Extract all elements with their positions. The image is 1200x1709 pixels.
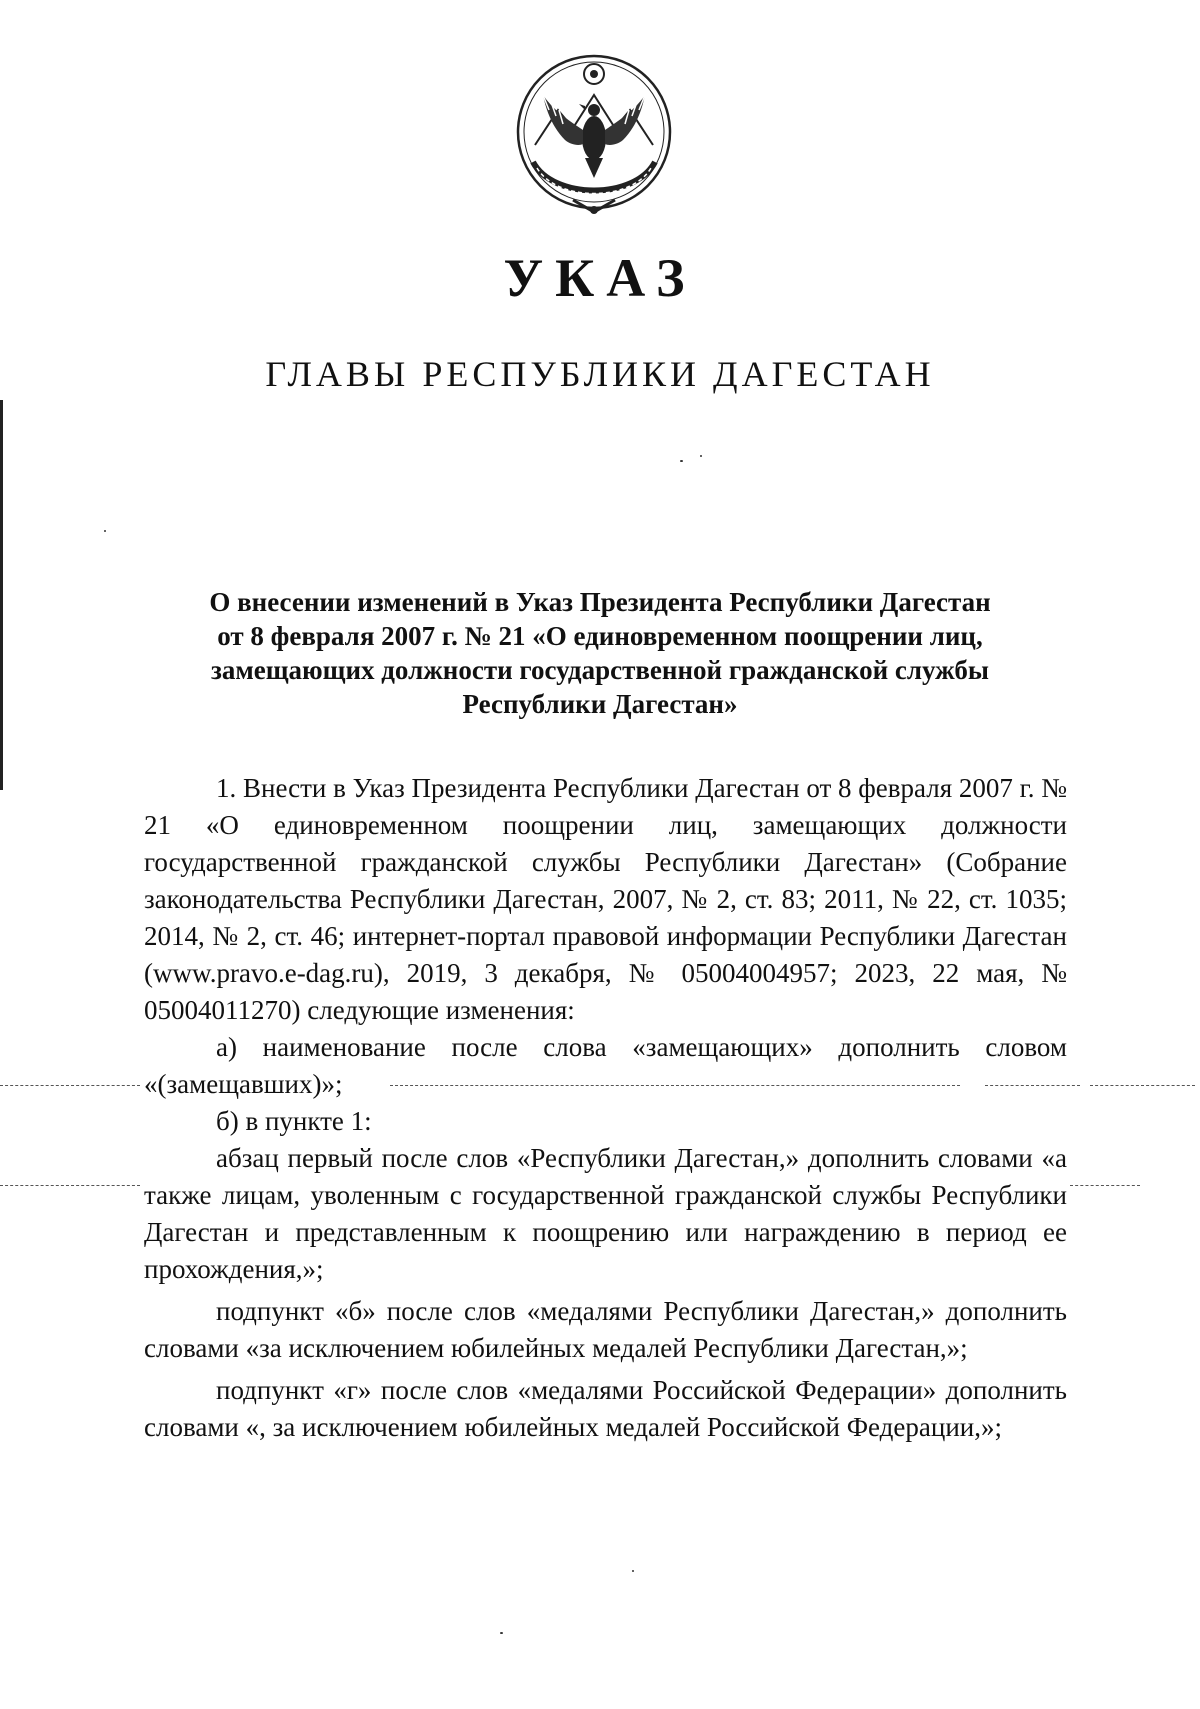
title-line: замещающих должности государственной гражданской службы bbox=[211, 655, 989, 685]
scan-dash-line bbox=[1090, 1085, 1195, 1086]
dagestan-coat-of-arms-icon bbox=[513, 50, 675, 218]
scan-speck bbox=[680, 460, 683, 462]
paragraph-b-abzac: абзац первый после слов «Республики Дагестан,» дополнить словами «а также лицам, уволенным с государственной гражданской службы Республики Дагестан и представленным к поощрению или награждению в период ее прохождения,»; bbox=[144, 1143, 1067, 1284]
paragraph-b: б) в пункте 1: bbox=[216, 1106, 372, 1136]
scan-speck bbox=[500, 1632, 503, 1634]
scan-dash-line bbox=[390, 1085, 960, 1086]
title-line: О внесении изменений в Указ Президента Республики Дагестан bbox=[209, 587, 991, 617]
scan-edge-mark bbox=[0, 400, 3, 790]
title-line: Республики Дагестан» bbox=[462, 689, 738, 719]
scan-dash-line bbox=[0, 1085, 140, 1086]
scan-speck bbox=[104, 530, 106, 532]
scan-speck bbox=[632, 1570, 634, 1572]
issuer-heading: ГЛАВЫ РЕСПУБЛИКИ ДАГЕСТАН bbox=[265, 354, 935, 394]
document-type-heading: УКАЗ bbox=[503, 248, 697, 308]
paragraph-b-subpoint-g: подпункт «г» после слов «медалями Российской Федерации» дополнить словами «, за исключением юбилейных медалей Российской Федерации,»; bbox=[144, 1375, 1067, 1442]
paragraph-a: а) наименование после слова «замещающих» дополнить словом «(замещавших)»; bbox=[144, 1032, 1067, 1099]
document-title bbox=[150, 585, 1050, 721]
paragraph-b-subpoint-b: подпункт «б» после слов «медалями Республики Дагестан,» дополнить словами «за исключением юбилейных медалей Республики Дагестан,»; bbox=[144, 1296, 1067, 1363]
title-line: от 8 февраля 2007 г. № 21 «О единовременном поощрении лиц, bbox=[217, 621, 983, 651]
paragraph-1: 1. Внести в Указ Президента Республики Дагестан от 8 февраля 2007 г. № 21 «О единовременном поощрении лиц, замещающих должности государственной гражданской службы Республики Дагестан» (Собрание законодательства Республики Дагестан, 2007, № 2, ст. 83; 2011, № 22, ст. 1035; 2014, № 2, ст. 46; интернет-портал правовой информации Республики Дагестан (www.pravo.e-dag.ru), 2019, 3 декабря, № 05004004957; 2023, 22 мая, № 05004011270) следующие изменения: bbox=[144, 773, 1067, 1025]
scan-dash-line bbox=[985, 1085, 1080, 1086]
scan-speck bbox=[700, 455, 702, 457]
scan-dash-line bbox=[0, 1185, 140, 1186]
scan-dash-line bbox=[1070, 1185, 1140, 1186]
document-body bbox=[144, 770, 1067, 1446]
